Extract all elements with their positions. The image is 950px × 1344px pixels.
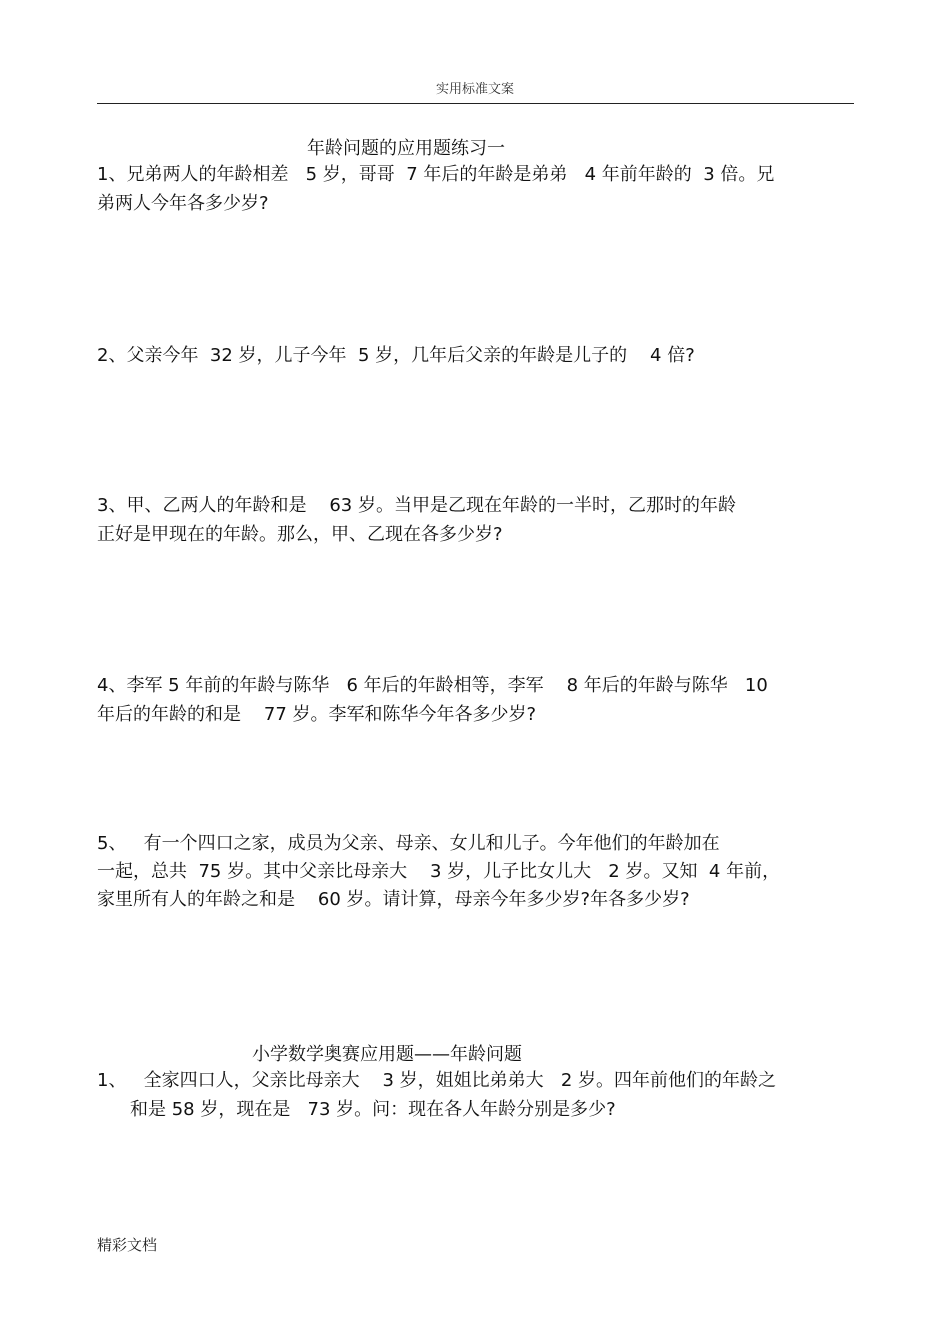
- problem-5-line-2: 一起，总共 75 岁。其中父亲比母亲大 3 岁，儿子比女儿大 2 岁。又知 4 年前，: [97, 861, 781, 882]
- problem-1-line-1: 1、兄弟两人的年龄相差 5 岁，哥哥 7 年后的年龄是弟弟 4 年前年龄的 3 倍。兄: [97, 164, 775, 185]
- header-text: 实用标准文案: [435, 82, 514, 97]
- problem-5-line-1: 5、 有一个四口之家，成员为父亲、母亲、女儿和儿子。今年他们的年龄加在: [97, 833, 720, 854]
- problem-1-line-2: 弟两人今年各多少岁?: [97, 193, 269, 214]
- section-2-problem-1-line-2: 和是 58 岁，现在是 73 岁。问：现在各人年龄分别是多少?: [130, 1099, 616, 1120]
- problem-4-line-1: 4、李军 5 年前的年龄与陈华 6 年后的年龄相等，李军 8 年后的年龄与陈华 10: [97, 675, 768, 696]
- problem-5-line-3: 家里所有人的年龄之和是 60 岁。请计算，母亲今年多少岁?年各多少岁?: [97, 889, 690, 910]
- problem-2-line-1: 2、父亲今年 32 岁，儿子今年 5 岁，几年后父亲的年龄是儿子的 4 倍?: [97, 345, 695, 366]
- header-divider: [97, 103, 854, 104]
- section-2-problem-1-line-1: 1、 全家四口人，父亲比母亲大 3 岁，姐姐比弟弟大 2 岁。四年前他们的年龄之: [97, 1070, 777, 1091]
- problem-3-line-1: 3、甲、乙两人的年龄和是 63 岁。当甲是乙现在年龄的一半时，乙那时的年龄: [97, 495, 736, 516]
- page-footer: 精彩文档: [97, 1236, 158, 1254]
- section-2-title: 小学数学奥赛应用题——年龄问题: [252, 1044, 522, 1065]
- problem-4-line-2: 年后的年龄的和是 77 岁。李军和陈华今年各多少岁?: [97, 704, 537, 725]
- problem-3-line-2: 正好是甲现在的年龄。那么，甲、乙现在各多少岁?: [97, 524, 503, 545]
- section-1-title: 年龄问题的应用题练习一: [307, 138, 505, 159]
